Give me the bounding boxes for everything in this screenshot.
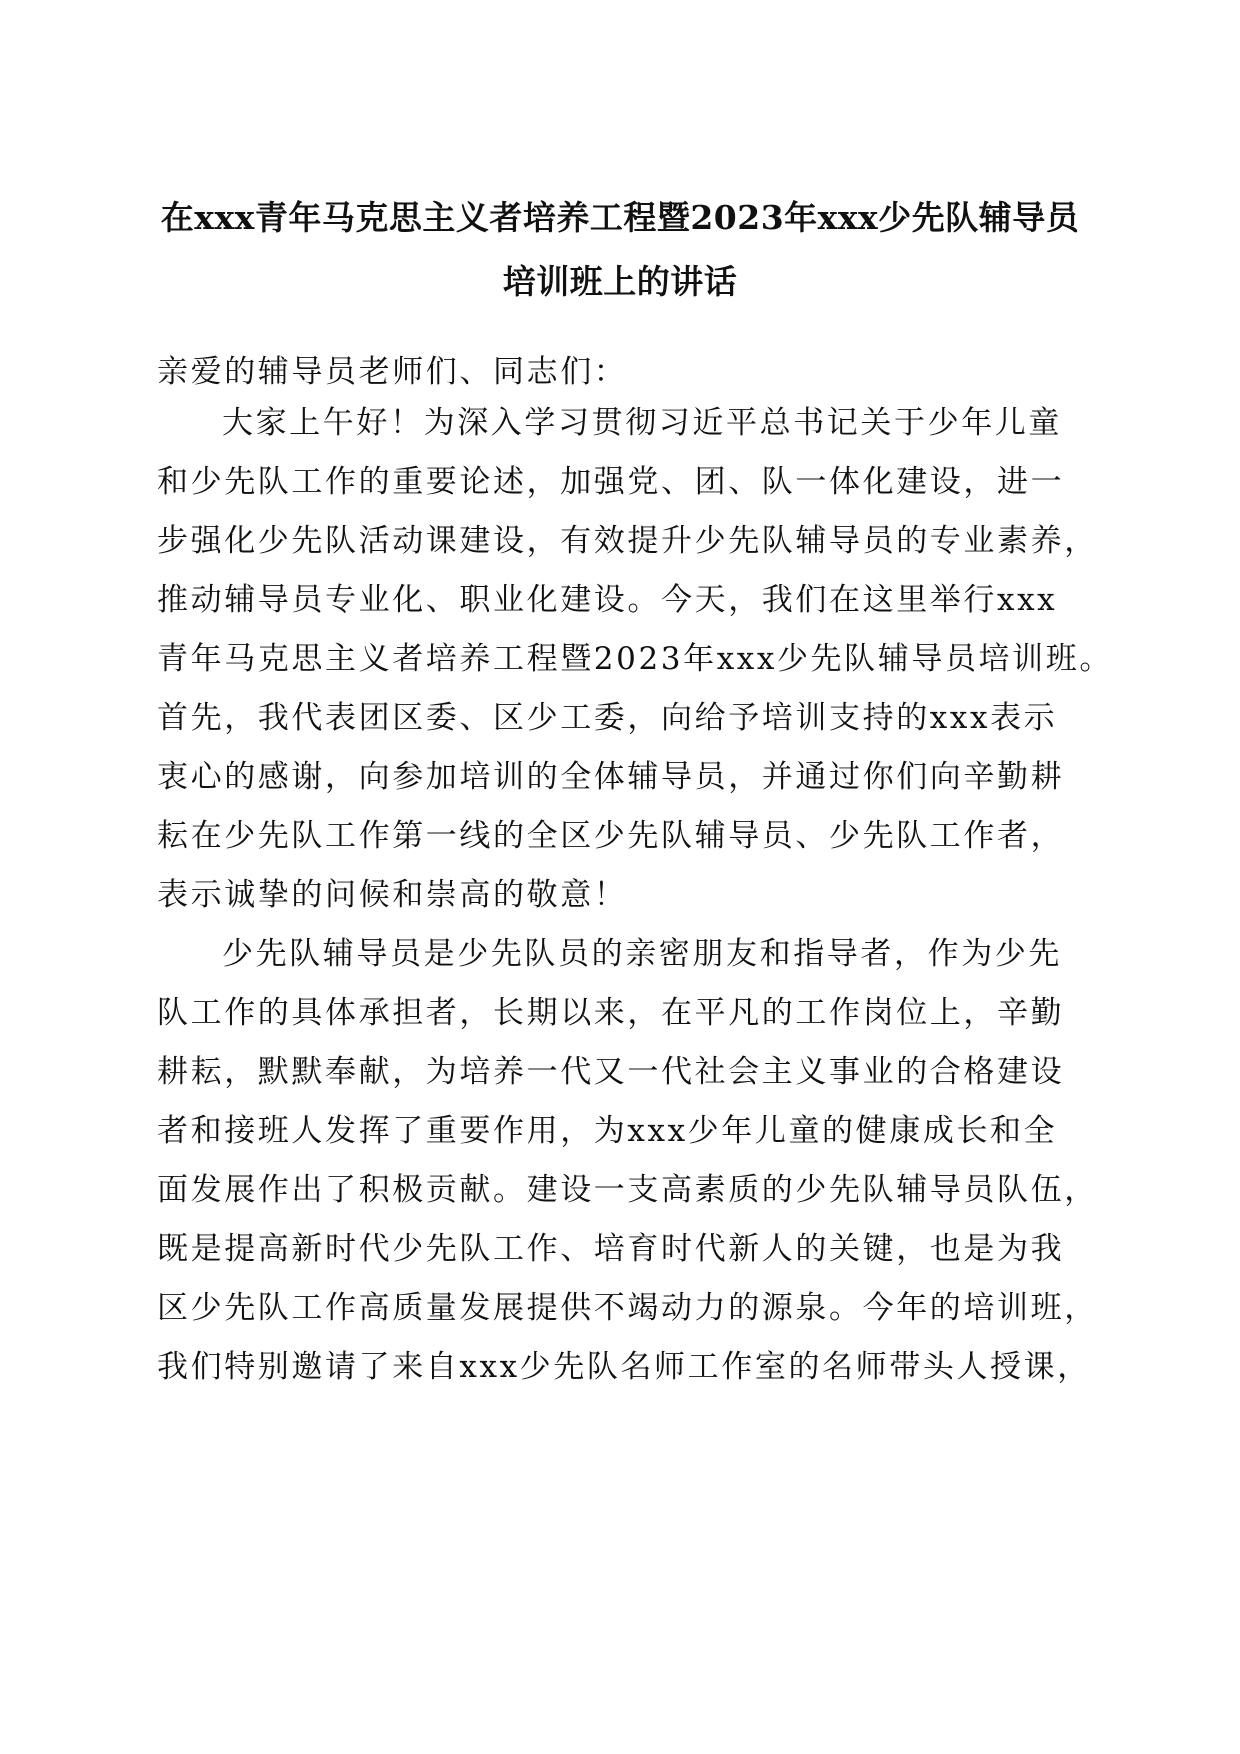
paragraph-1-line: 大家上午好！为深入学习贯彻习近平总书记关于少年儿童 bbox=[222, 405, 1062, 441]
paragraph-2-line: 者和接班人发挥了重要作用，为xxx少年儿童的健康成长和全 bbox=[157, 1113, 1058, 1149]
salutation: 亲爱的辅导员老师们、同志们： bbox=[157, 354, 628, 390]
paragraph-1-line: 首先，我代表团区委、区少工委，向给予培训支持的xxx表示 bbox=[157, 700, 1058, 736]
paragraph-1-line: 衷心的感谢，向参加培训的全体辅导员，并通过你们向辛勤耕 bbox=[157, 759, 1065, 795]
paragraph-2-line: 少先队辅导员是少先队员的亲密朋友和指导者，作为少先 bbox=[222, 936, 1062, 972]
paragraph-2-line: 区少先队工作高质量发展提供不竭动力的源泉。今年的培训班， bbox=[157, 1290, 1098, 1326]
paragraph-1-line: 和少先队工作的重要论述，加强党、团、队一体化建设，进一 bbox=[157, 464, 1065, 500]
paragraph-1-line: 表示诚挚的问候和崇高的敬意！ bbox=[157, 877, 628, 913]
paragraph-2-line: 面发展作出了积极贡献。建设一支高素质的少先队辅导员队伍， bbox=[157, 1172, 1098, 1208]
paragraph-2-line: 耕耘，默默奉献，为培养一代又一代社会主义事业的合格建设 bbox=[157, 1054, 1065, 1090]
document-title-line-1: 在xxx青年马克思主义者培养工程暨2023年xxx少先队辅导员 bbox=[160, 198, 1080, 237]
document-title-line-2: 培训班上的讲话 bbox=[502, 262, 738, 301]
paragraph-1-line: 步强化少先队活动课建设，有效提升少先队辅导员的专业素养， bbox=[157, 523, 1098, 559]
paragraph-1-line: 耘在少先队工作第一线的全区少先队辅导员、少先队工作者， bbox=[157, 818, 1065, 854]
paragraph-1-line: 推动辅导员专业化、职业化建设。今天，我们在这里举行xxx bbox=[157, 582, 1058, 618]
paragraph-1-line: 青年马克思主义者培养工程暨2023年xxx少先队辅导员培训班。 bbox=[157, 641, 1113, 677]
paragraph-2-line: 队工作的具体承担者，长期以来，在平凡的工作岗位上，辛勤 bbox=[157, 995, 1065, 1031]
paragraph-2-line: 既是提高新时代少先队工作、培育时代新人的关键，也是为我 bbox=[157, 1231, 1065, 1267]
paragraph-2-line: 我们特别邀请了来自xxx少先队名师工作室的名师带头人授课， bbox=[157, 1349, 1091, 1385]
